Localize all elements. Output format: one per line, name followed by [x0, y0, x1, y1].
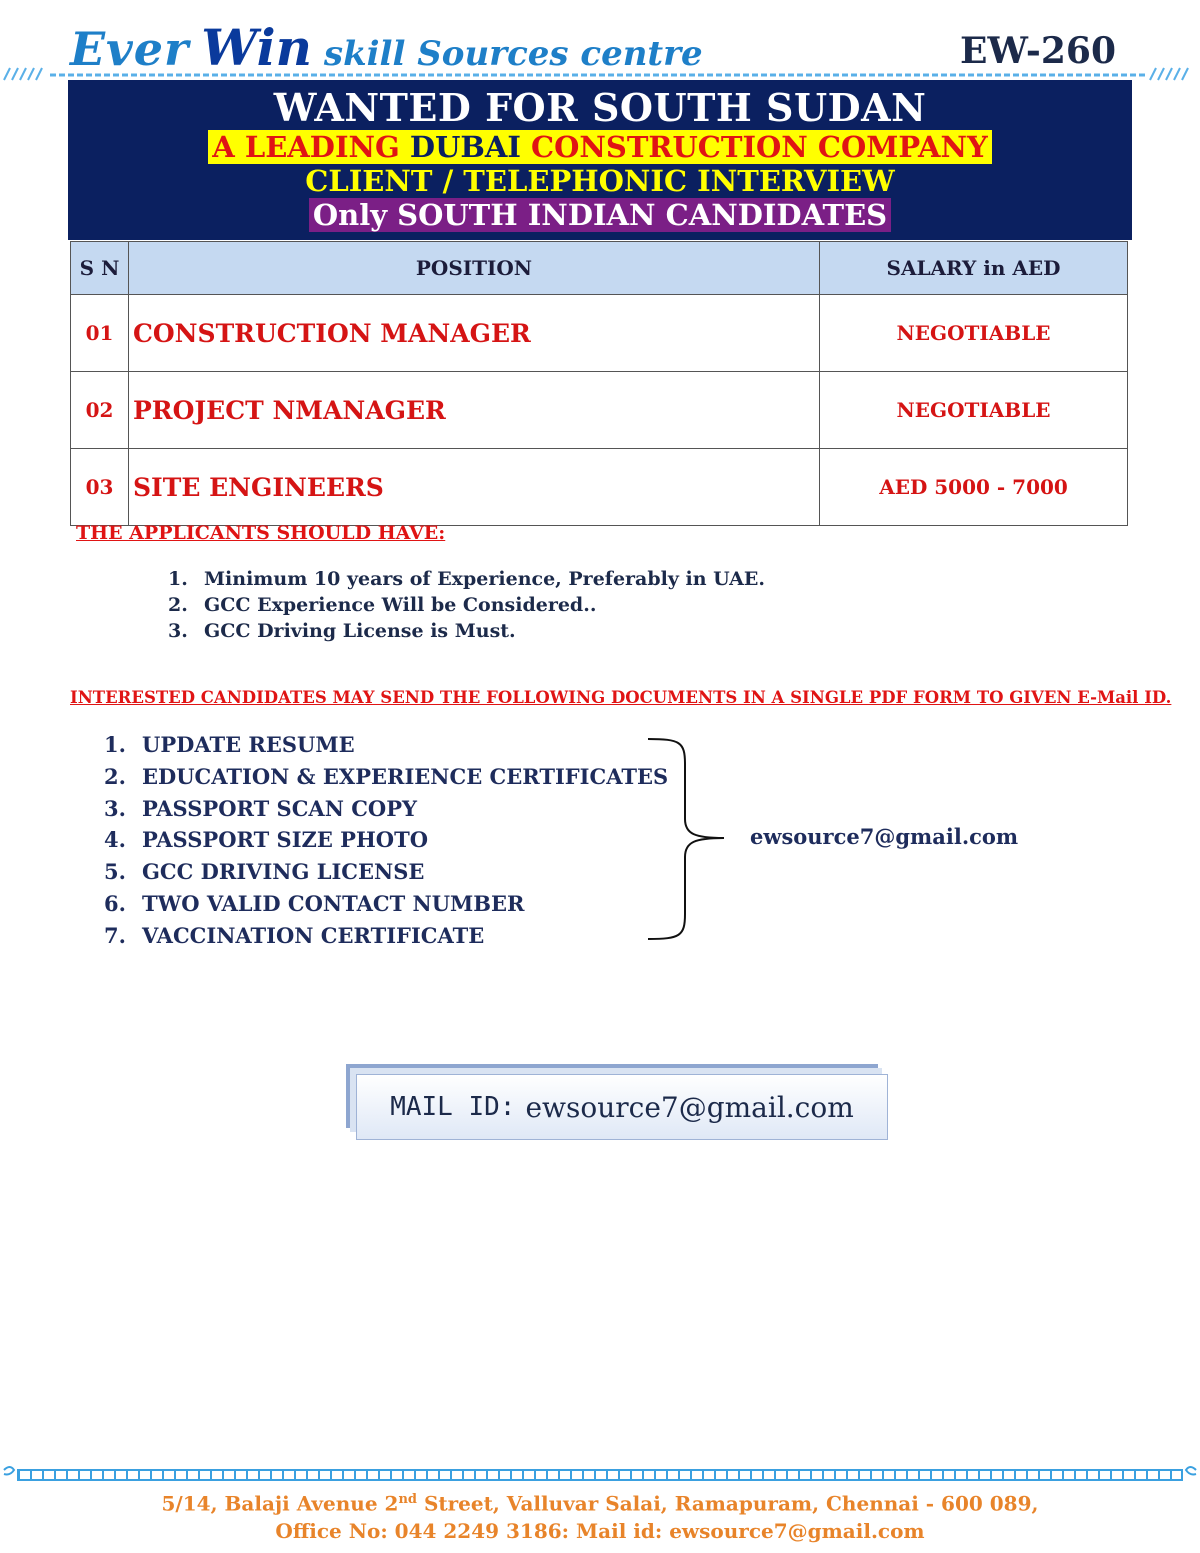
list-item: 2. GCC Experience Will be Considered..: [168, 594, 597, 616]
table-row: [71, 372, 1128, 449]
curly-brace-icon: [640, 734, 730, 944]
banner-company-line: [208, 130, 992, 164]
footer-line-1: 5/14, Balaji Avenue 2nd Street, Valluvar Salai, Ramapuram, Chennai - 600 089,: [161, 1491, 1039, 1516]
banner-candidates-line: Only SOUTH INDIAN CANDIDATES: [309, 198, 891, 232]
mail-id-email[interactable]: ewsource7@gmail.com: [525, 1090, 854, 1124]
table-row: [71, 449, 1128, 526]
list-item: 2. EDUCATION & EXPERIENCE CERTIFICATES: [104, 763, 669, 789]
mail-id-box: [356, 1074, 888, 1140]
list-item: 7. VACCINATION CERTIFICATE: [104, 922, 485, 948]
reference-code: EW-260: [960, 30, 1116, 72]
row-sn: 03: [71, 449, 129, 526]
row-sn: 02: [71, 372, 129, 449]
banner-construction-text: CONSTRUCTION COMPANY: [531, 130, 988, 164]
row-salary: AED 5000 - 7000: [820, 449, 1128, 526]
documents-heading: INTERESTED CANDIDATES MAY SEND THE FOLLOWING DOCUMENTS IN A SINGLE PDF FORM TO GIVEN E-Mail ID.: [70, 688, 1172, 707]
logo-word-ever: Ever: [70, 22, 190, 76]
documents-list: [104, 729, 668, 952]
row-position: CONSTRUCTION MANAGER: [129, 295, 820, 372]
banner-leading-text: A LEADING: [212, 130, 400, 164]
banner-dubai-text: DUBAI: [409, 130, 521, 164]
list-item: 3. PASSPORT SCAN COPY: [104, 795, 417, 821]
list-item: 1. UPDATE RESUME: [104, 732, 355, 757]
headline-banner: [68, 80, 1132, 240]
banner-interview-line: CLIENT / TELEPHONIC INTERVIEW: [305, 164, 895, 198]
banner-title: WANTED FOR SOUTH SUDAN: [273, 85, 927, 130]
table-row: [71, 295, 1128, 372]
logo-word-win: Win: [201, 18, 312, 77]
row-sn: 01: [71, 295, 129, 372]
list-item: 4. PASSPORT SIZE PHOTO: [104, 827, 429, 853]
list-item: 5. GCC DRIVING LICENSE: [104, 859, 425, 885]
requirements-heading: THE APPLICANTS SHOULD HAVE:: [76, 522, 446, 544]
header-sn: S N: [71, 242, 129, 295]
row-position: PROJECT NMANAGER: [129, 372, 820, 449]
list-item: 3. GCC Driving License is Must.: [168, 620, 516, 642]
row-salary: NEGOTIABLE: [820, 372, 1128, 449]
table-header-row: [71, 242, 1128, 295]
footer-line-2: Office No: 044 2249 3186: Mail id: ewsource7@gmail.com: [275, 1518, 925, 1543]
list-item: 1. Minimum 10 years of Experience, Preferably in UAE.: [168, 568, 765, 590]
row-position: SITE ENGINEERS: [129, 449, 820, 526]
logo-word-rest: skill Sources centre: [323, 34, 703, 74]
footer-address: [0, 1486, 1200, 1545]
mail-id-label: MAIL ID:: [390, 1092, 516, 1122]
list-item: 6. TWO VALID CONTACT NUMBER: [104, 890, 525, 916]
header-position: POSITION: [129, 242, 820, 295]
requirements-list: [160, 566, 765, 644]
positions-table: [70, 241, 1128, 526]
row-salary: NEGOTIABLE: [820, 295, 1128, 372]
documents-email[interactable]: ewsource7@gmail.com: [750, 824, 1019, 849]
header-salary: SALARY in AED: [820, 242, 1128, 295]
